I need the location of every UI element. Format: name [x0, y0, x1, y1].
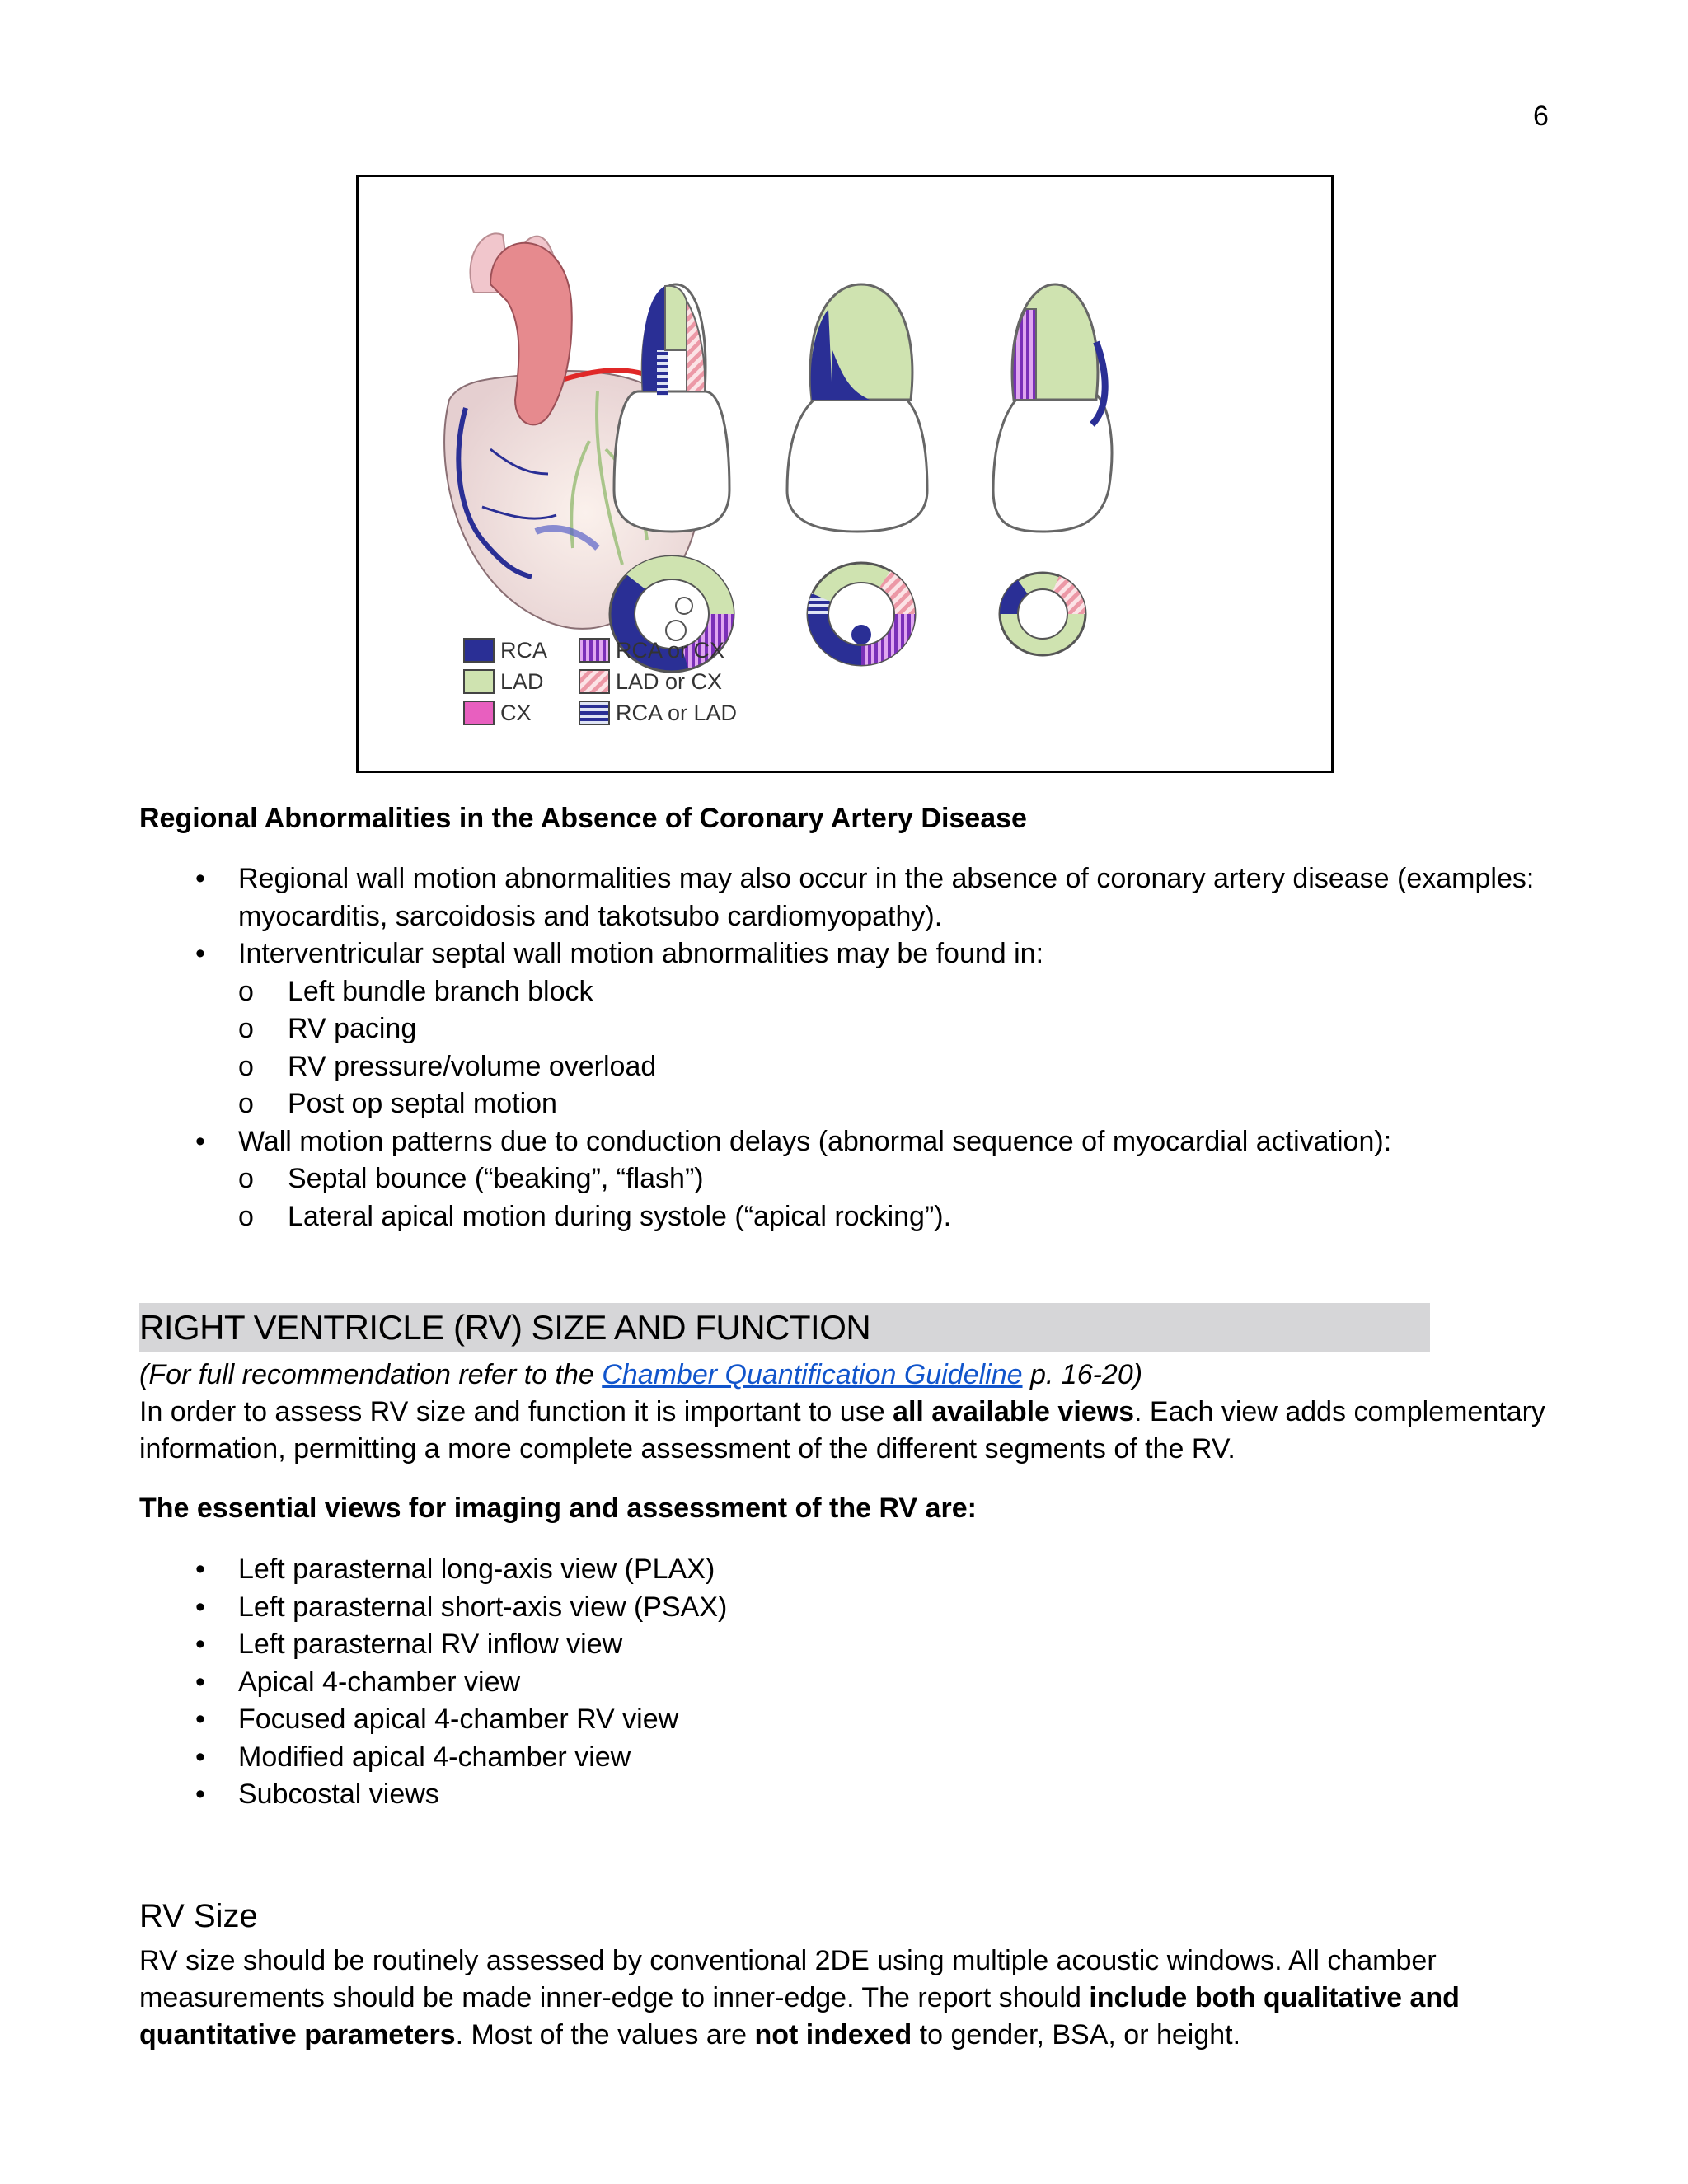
legend-label-rca-or-lad: RCA or LAD	[616, 701, 738, 725]
list-item	[139, 1664, 1557, 1702]
views-heading: The essential views for imaging and assessment of the RV are:	[139, 1493, 977, 1524]
legend-swatch-rca	[464, 639, 494, 662]
bullet-marker: •	[195, 1629, 205, 1660]
view-item: Apical 4-chamber view	[238, 1666, 521, 1698]
view-item: Subcostal views	[238, 1779, 439, 1810]
legend-swatch-rca-or-cx	[579, 639, 609, 662]
sub-bullet-text: Lateral apical motion during systole (“apical rocking”).	[288, 1200, 952, 1232]
bullet-marker: •	[195, 863, 205, 894]
list-item	[139, 860, 1557, 898]
list-item	[139, 1048, 1557, 1086]
rv-size-line-2	[139, 1980, 1460, 2017]
rv-size-emphasis: quantitative parameters	[139, 2019, 456, 2050]
view-item: Focused apical 4-chamber RV view	[238, 1704, 679, 1735]
sub-bullet-marker: o	[238, 1200, 254, 1232]
sub-bullet-marker: o	[238, 1050, 254, 1082]
sub-bullet-marker: o	[238, 1088, 254, 1119]
rv-size-text: to gender, BSA, or height.	[912, 2019, 1241, 2050]
bullet-marker: •	[195, 1704, 205, 1735]
sub-bullet-marker: o	[238, 1163, 254, 1194]
list-item	[139, 1626, 1557, 1664]
page-number: 6	[1533, 101, 1549, 132]
list-item	[139, 898, 1557, 936]
coronary-territory-figure	[356, 175, 1334, 773]
reference-suffix: p. 16-20)	[1022, 1359, 1143, 1390]
rv-size-text: measurements should be made inner-edge to inner-edge. The report should	[139, 1982, 1090, 2013]
rv-size-heading: RV Size	[139, 1898, 258, 1934]
intro-text-end: . Each view adds complementary	[1134, 1396, 1545, 1427]
regional-heading: Regional Abnormalities in the Absence of Coronary Artery Disease	[139, 803, 1027, 834]
list-item	[139, 1010, 1557, 1048]
regional-bullet-list	[139, 860, 1557, 1235]
list-item	[139, 1739, 1557, 1777]
bullet-marker: •	[195, 1741, 205, 1773]
view-item: Modified apical 4-chamber view	[238, 1741, 631, 1773]
rv-size-line-1: RV size should be routinely assessed by conventional 2DE using multiple acoustic windows. All chamber	[139, 1945, 1437, 1976]
legend-label-lad-or-cx: LAD or CX	[616, 669, 723, 694]
bullet-text: Interventricular septal wall motion abnormalities may be found in:	[238, 938, 1044, 969]
legend-swatch-lad	[464, 670, 494, 693]
rv-size-emphasis: include both qualitative and	[1089, 1982, 1460, 2013]
intro-emphasis: all available views	[893, 1396, 1135, 1427]
rv-views-list	[139, 1551, 1557, 1814]
view-item: Left parasternal RV inflow view	[238, 1629, 623, 1660]
list-item	[139, 1701, 1557, 1739]
legend-swatch-rca-or-lad	[579, 701, 609, 724]
legend-label-cx: CX	[500, 701, 532, 725]
guideline-reference	[139, 1357, 1142, 1394]
figure-legend	[464, 638, 737, 725]
chamber-quantification-link[interactable]: Chamber Quantification Guideline	[602, 1359, 1023, 1390]
list-item	[139, 1551, 1557, 1589]
reference-prefix: (For full recommendation refer to the	[139, 1359, 603, 1390]
bullet-text: Wall motion patterns due to conduction delays (abnormal sequence of myocardial activation):	[238, 1125, 1392, 1157]
intro-text: In order to assess RV size and function it is important to use	[139, 1396, 893, 1427]
list-item	[139, 973, 1557, 1011]
bullet-marker: •	[195, 1779, 205, 1810]
rv-size-line-3	[139, 2017, 1240, 2054]
list-item	[139, 1123, 1557, 1161]
rv-intro-line-2: information, permitting a more complete assessment of the different segments of the RV.	[139, 1433, 1236, 1465]
list-item	[139, 1589, 1557, 1627]
legend-swatch-cx	[464, 701, 494, 724]
legend-label-rca: RCA	[500, 638, 548, 663]
rv-size-text: . Most of the values are	[455, 2019, 755, 2050]
sub-bullet-marker: o	[238, 1013, 254, 1044]
list-item	[139, 935, 1557, 973]
list-item	[139, 1776, 1557, 1814]
sub-bullet-text: Septal bounce (“beaking”, “flash”)	[288, 1163, 704, 1194]
list-item	[139, 1198, 1557, 1236]
view-item: Left parasternal long-axis view (PLAX)	[238, 1554, 715, 1585]
legend-label-rca-or-cx: RCA or CX	[616, 638, 725, 663]
rv-intro-line-1	[139, 1394, 1545, 1431]
bullet-marker: •	[195, 938, 205, 969]
rv-size-emphasis: not indexed	[754, 2019, 912, 2050]
view-item: Left parasternal short-axis view (PSAX)	[238, 1591, 728, 1623]
bullet-text: myocarditis, sarcoidosis and takotsubo cardiomyopathy).	[238, 900, 943, 932]
legend-label-lad: LAD	[500, 669, 544, 694]
sub-bullet-marker: o	[238, 975, 254, 1007]
sub-bullet-text: RV pressure/volume overload	[288, 1050, 657, 1082]
coronary-territory-illustration	[359, 177, 1331, 771]
sub-bullet-text: Post op septal motion	[288, 1088, 557, 1119]
legend-swatch-lad-or-cx	[579, 670, 609, 693]
bullet-marker: •	[195, 1591, 205, 1623]
bullet-marker: •	[195, 1125, 205, 1157]
section-title: RIGHT VENTRICLE (RV) SIZE AND FUNCTION	[139, 1308, 871, 1347]
list-item	[139, 1085, 1557, 1123]
apical-views	[614, 284, 1112, 532]
bullet-text: Regional wall motion abnormalities may also occur in the absence of coronary artery disease (examples:	[238, 863, 1535, 894]
sub-bullet-text: Left bundle branch block	[288, 975, 593, 1007]
bullet-marker: •	[195, 1666, 205, 1698]
list-item	[139, 1160, 1557, 1198]
bullet-marker: •	[195, 1554, 205, 1585]
sub-bullet-text: RV pacing	[288, 1013, 417, 1044]
